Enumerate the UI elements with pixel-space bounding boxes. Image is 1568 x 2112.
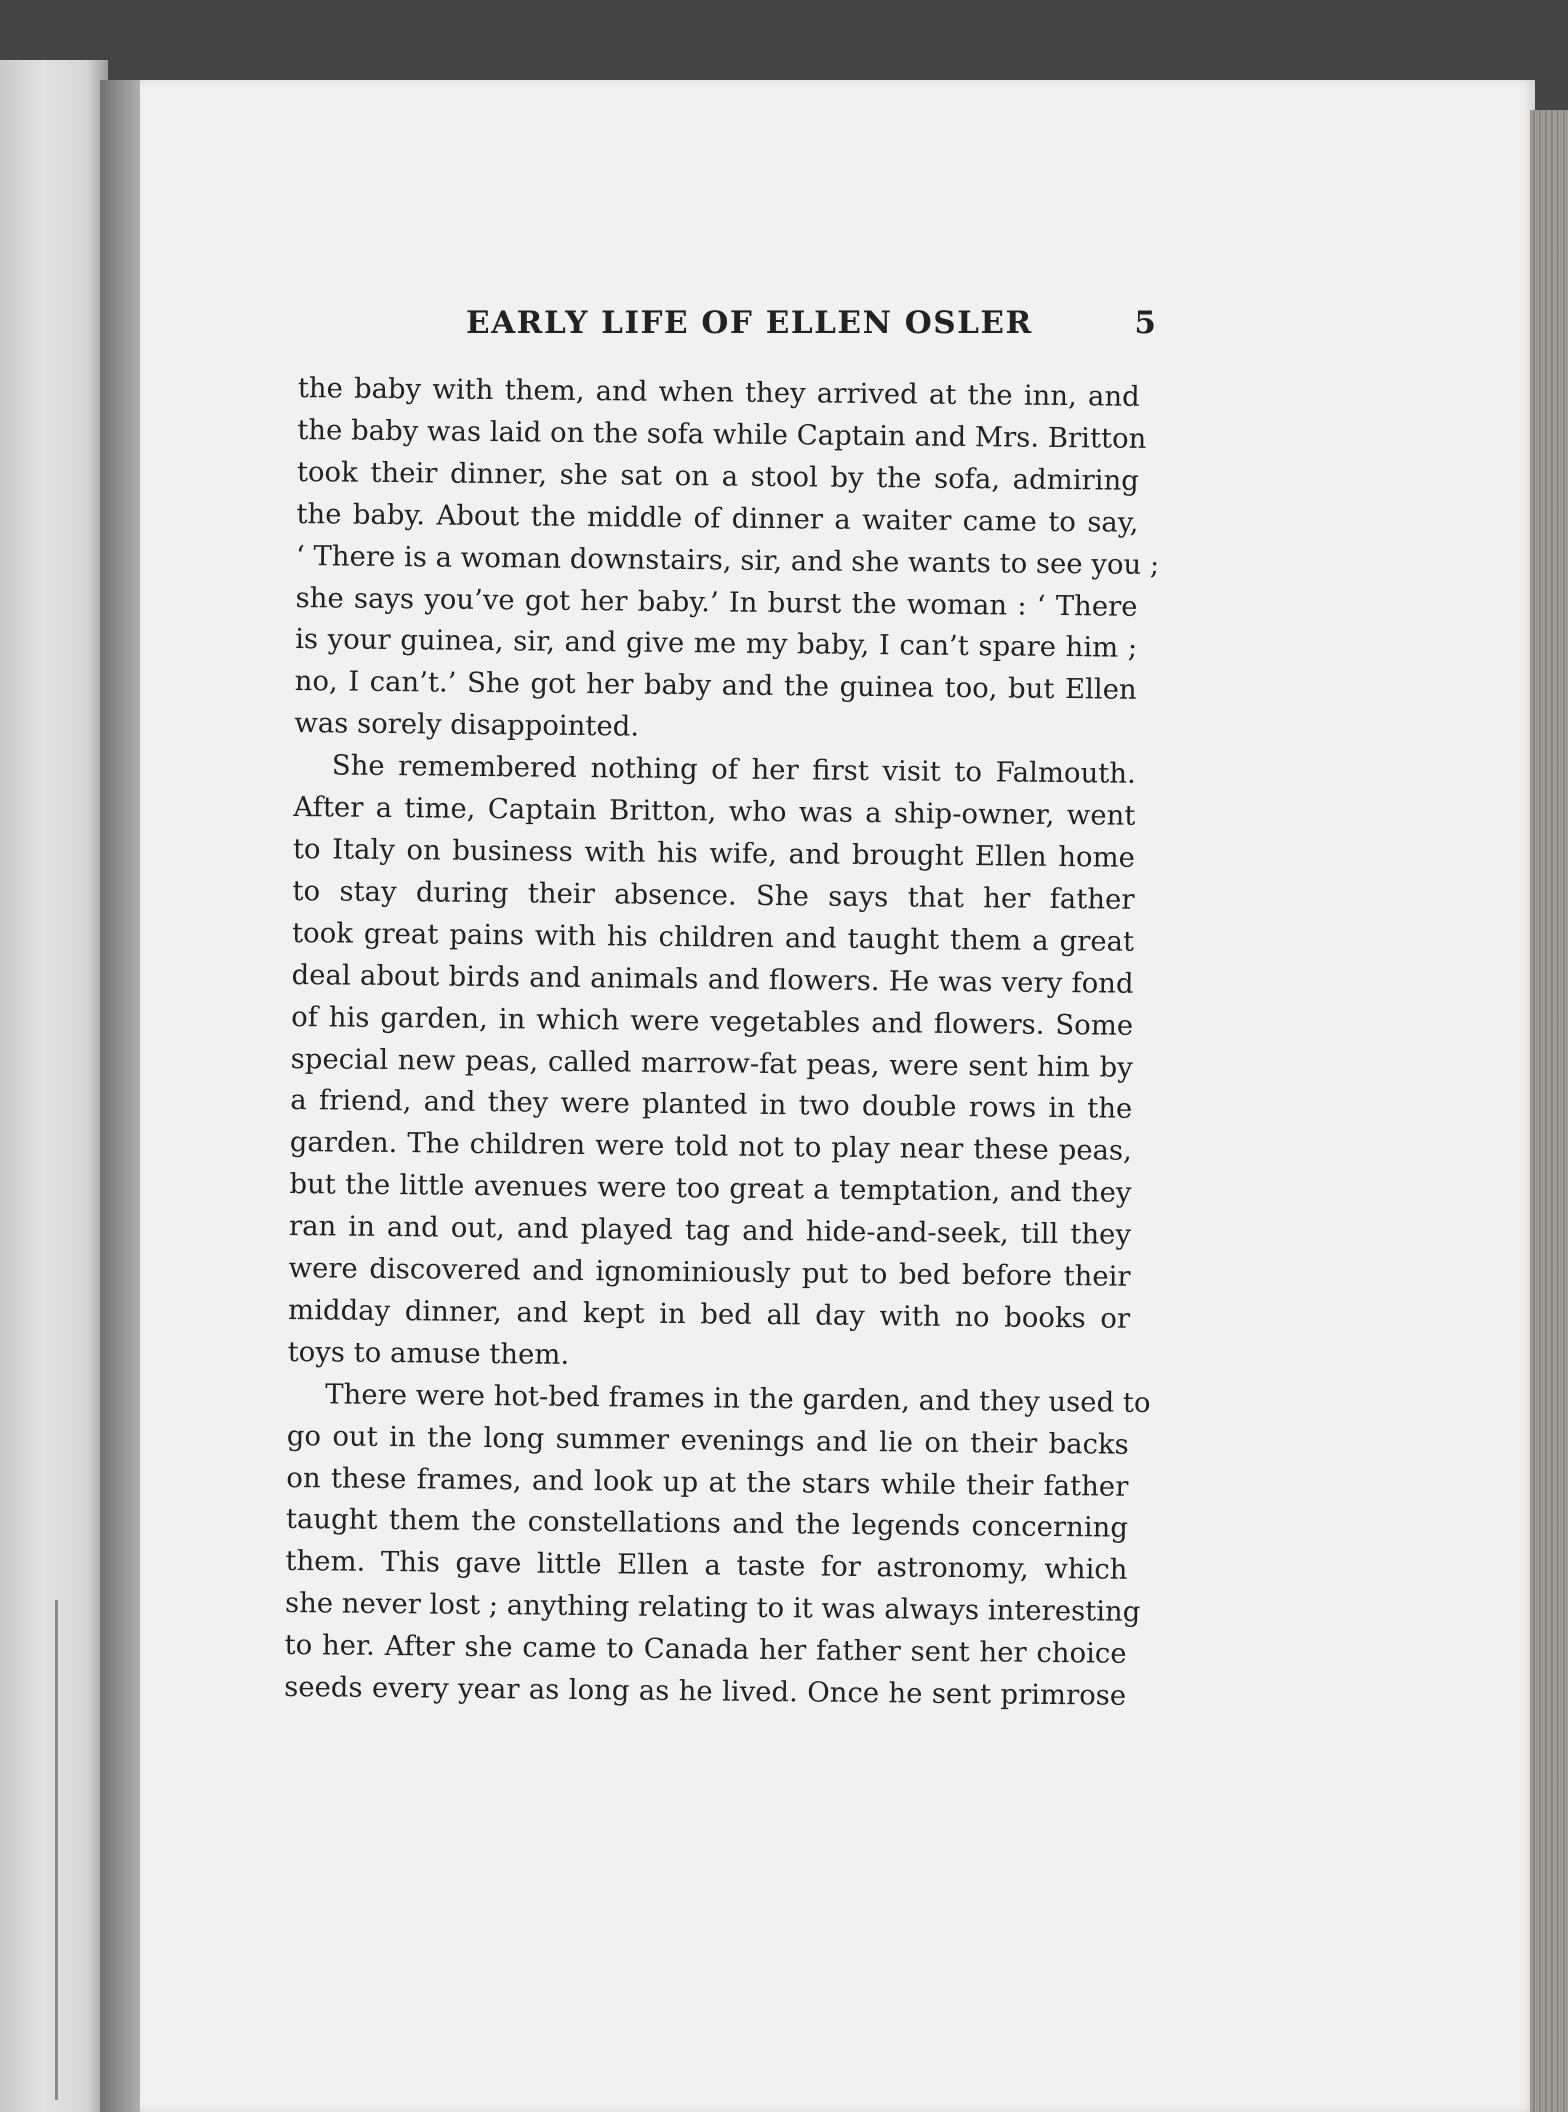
body-text [284,368,1160,1718]
text-line: go out in the long summer evenings and lie on their backs [286,1419,1129,1461]
text-line: took their dinner, she sat on a stool by the sofa, admiring [296,455,1140,497]
text-line: the baby with them, and when they arrived at the inn, and [297,371,1140,413]
text-line: garden. The children were told not to play near these peas, [289,1126,1133,1168]
text-line: deal about birds and animals and flowers. He was very fond [291,958,1134,1000]
paragraph-1 [294,368,1160,754]
previous-page-edge [0,60,108,2112]
text-line: ran in and out, and played tag and hide-and-seek, till they [288,1210,1132,1251]
text-line: was sorely disappointed. [294,707,640,743]
running-title: EARLY LIFE OF ELLEN OSLER [466,305,1033,341]
text-line: After a time, Captain Britton, who was a ship-owner, went [293,791,1136,832]
text-line: were discovered and ignominiously put to bed before their [288,1251,1131,1293]
page-header [466,305,1156,351]
text-line: toys to amuse them. [287,1335,570,1371]
text-line: ‘ There is a woman downstairs, sir, and she wants to see you ; [295,539,1160,581]
text-line: to stay during their absence. She says that her father [292,874,1135,916]
text-line: taught them the constellations and the legends concerning [285,1503,1129,1545]
page-stack-edge [1530,110,1568,2112]
text-line: the baby. About the middle of dinner a waiter came to say, [296,497,1139,539]
text-line: of his garden, in which were vegetables and flowers. Some [291,1000,1134,1042]
text-line: There were hot-bed frames in the garden, and they used to [325,1378,1151,1419]
text-line: on these frames, and look up at the stars while their father [286,1461,1129,1503]
text-line: She remembered nothing of her first visit to Falmouth. [331,749,1136,790]
page-number: 5 [1134,305,1156,341]
previous-page-fold-line [55,1600,58,2100]
text-line: is your guinea, sir, and give me my baby, I can’t spare him ; [294,623,1138,665]
text-line: special new peas, called marrow-fat peas, were sent him by [290,1042,1133,1084]
text-line: to Italy on business with his wife, and brought Ellen home [292,832,1136,874]
text-line: no, I can’t.’ She got her baby and the guinea too, but Ellen [294,665,1137,707]
paragraph-2 [287,745,1136,1382]
text-line: them. This gave little Ellen a taste for astronomy, which [285,1545,1128,1587]
text-line: to her. After she came to Canada her father sent her choice [284,1629,1127,1670]
text-line: midday dinner, and kept in bed all day with no books or [287,1293,1131,1335]
text-line: took great pains with his children and taught them a great [291,916,1135,958]
text-line: seeds every year as long as he lived. Once he sent primrose [284,1671,1127,1712]
text-line: she never lost ; anything relating to it was always interesting [284,1587,1141,1629]
text-line: the baby was laid on the sofa while Captain and Mrs. Britton [297,413,1147,455]
text-line: she says you’ve got her baby.’ In burst the woman : ‘ There [295,581,1138,623]
text-line: a friend, and they were planted in two double rows in the [290,1084,1133,1126]
text-line: but the little avenues were too great a temptation, and they [289,1168,1132,1209]
paragraph-3 [284,1374,1151,1718]
